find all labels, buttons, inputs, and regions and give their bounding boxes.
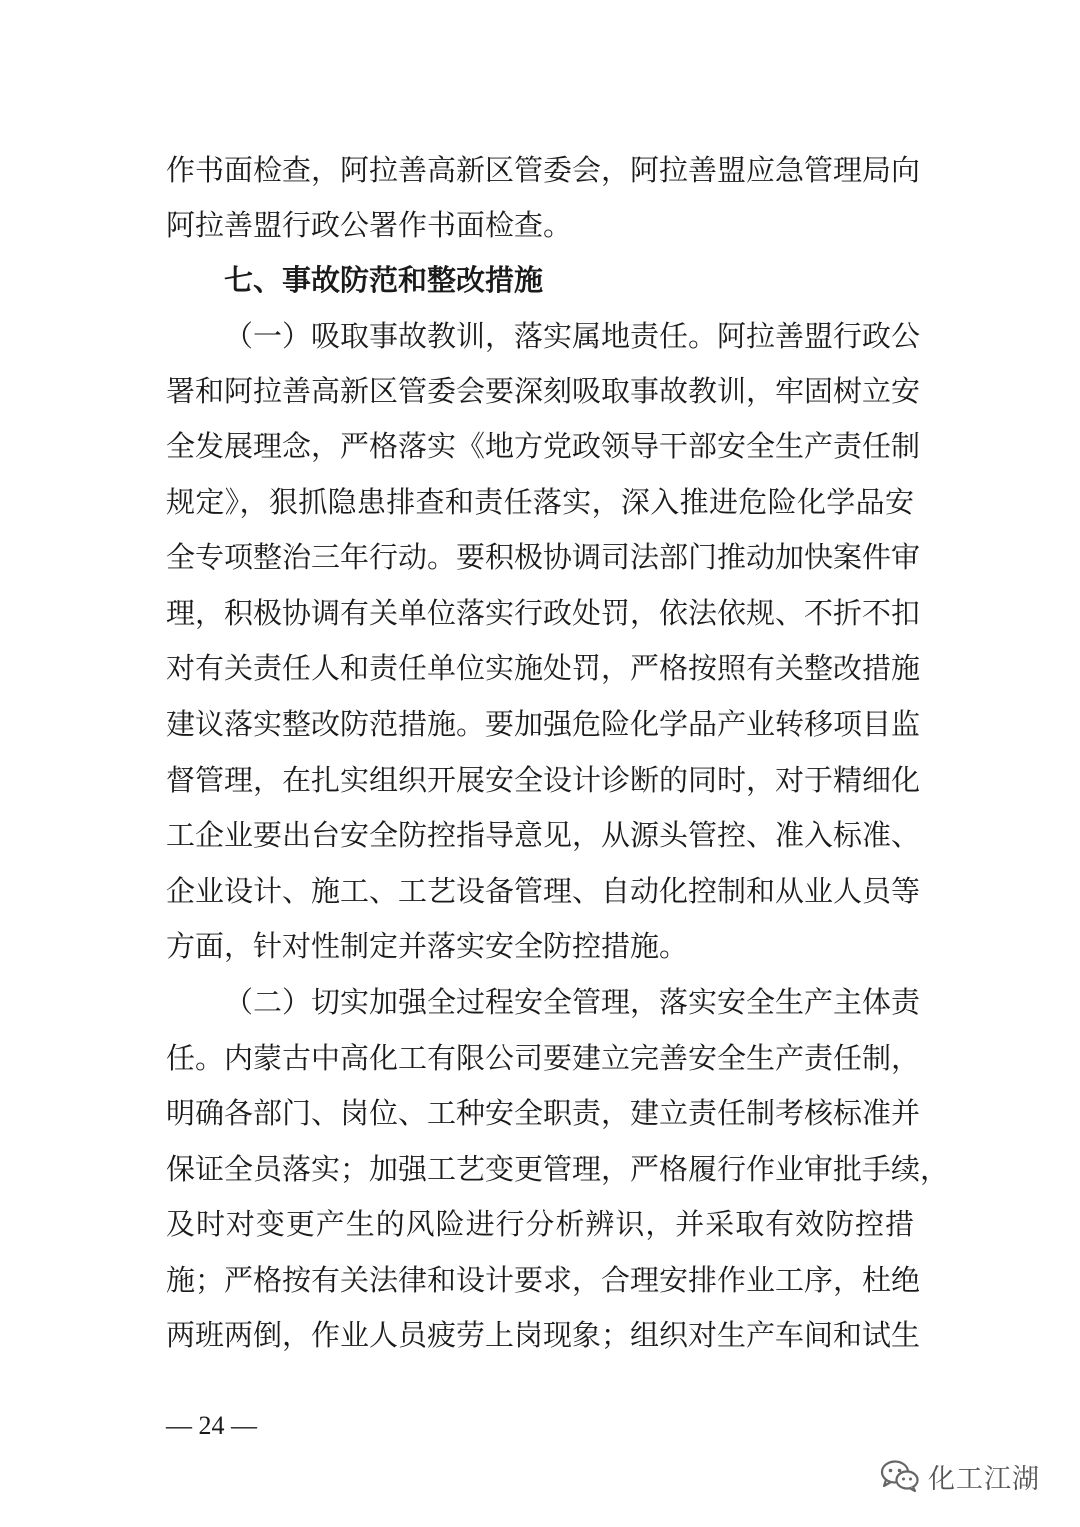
paragraph-line: 全专项整治三年行动。要积极协调司法部门推动加快案件审 [166,540,921,574]
paragraph-line: 工企业要出台安全防控指导意见，从源头管控、准入标准、 [166,818,921,852]
paragraph-line: 及时对变更产生的风险进行分析辨识，并采取有效防控措 [166,1207,914,1241]
paragraph-line: 全发展理念，严格落实《地方党政领导干部安全生产责任制 [166,429,921,463]
paragraph-line: 对有关责任人和责任单位实施处罚，严格按照有关整改措施 [166,651,921,685]
paragraph-line: 署和阿拉善高新区管委会要深刻吸取事故教训，牢固树立安 [166,374,921,408]
paragraph-line: 建议落实整改防范措施。要加强危险化学品产业转移项目监 [166,707,921,741]
paragraph-line: 两班两倒，作业人员疲劳上岗现象；组织对生产车间和试生 [166,1318,921,1352]
text-line: 阿拉善盟行政公署作书面检查。 [166,208,573,242]
paragraph-line: 明确各部门、岗位、工种安全职责，建立责任制考核标准并 [166,1096,921,1130]
wechat-icon [880,1459,920,1493]
paragraph-line: 保证全员落实；加强工艺变更管理，严格履行作业审批手续， [166,1152,950,1186]
section-heading: 七、事故防范和整改措施 [224,263,544,297]
paragraph-line: 督管理，在扎实组织开展安全设计诊断的同时，对于精细化 [166,763,921,797]
paragraph-line: （一）吸取事故教训，落实属地责任。阿拉善盟行政公 [224,319,921,353]
watermark [880,1456,1040,1496]
paragraph-line: 理，积极协调有关单位落实行政处罚，依法依规、不折不扣 [166,596,921,630]
page-number: — 24 — [166,1411,257,1440]
paragraph-line: 企业设计、施工、工艺设备管理、自动化控制和从业人员等 [166,874,921,908]
paragraph-line: 施；严格按有关法律和设计要求，合理安排作业工序，杜绝 [166,1263,921,1297]
paragraph-line: 任。内蒙古中高化工有限公司要建立完善安全生产责任制， [166,1041,921,1075]
paragraph-line: 方面，针对性制定并落实安全防控措施。 [166,929,689,963]
paragraph-line: （二）切实加强全过程安全管理，落实安全生产主体责 [224,985,921,1019]
watermark-text: 化工江湖 [928,1463,1040,1495]
text-line: 作书面检查，阿拉善高新区管委会，阿拉善盟应急管理局向 [166,153,921,187]
paragraph-line: 规定》，狠抓隐患排查和责任落实，深入推进危险化学品安 [166,485,914,519]
